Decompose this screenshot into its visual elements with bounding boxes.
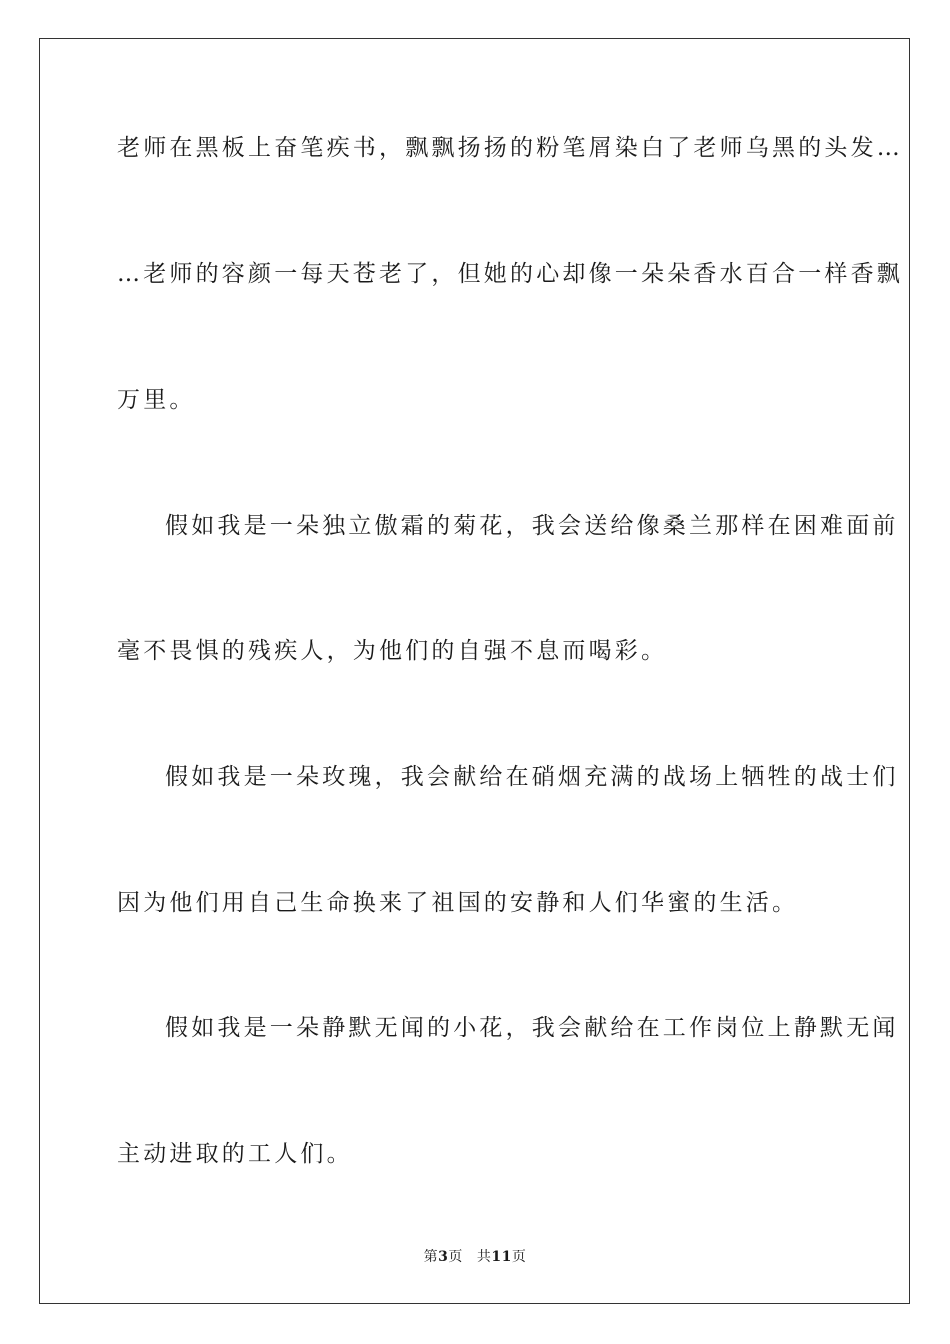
text-line: 毫不畏惧的残疾人，为他们的自强不息而喝彩。 [117, 638, 668, 664]
text-line: 老师在黑板上奋笔疾书，飘飘扬扬的粉笔屑染白了老师乌黑的头发… [117, 135, 903, 161]
text-line: …老师的容颜一每天苍老了，但她的心却像一朵朵香水百合一样香飘 [117, 261, 903, 287]
total-pages: 11 [491, 1249, 512, 1265]
page-number: 3 [438, 1249, 449, 1265]
total-suffix: 页 [511, 1249, 527, 1265]
text-line: 因为他们用自己生命换来了祖国的安静和人们华蜜的生活。 [117, 890, 799, 916]
page-suffix: 页 [448, 1249, 463, 1265]
text-line: 主动进取的工人们。 [117, 1141, 353, 1167]
page-footer [0, 1246, 950, 1266]
paragraph-first-line: 假如我是一朵独立傲霜的菊花，我会送给像桑兰那样在困难面前 [165, 513, 899, 539]
page-border [39, 38, 910, 1304]
total-prefix: 共 [476, 1249, 492, 1265]
paragraph-first-line: 假如我是一朵玫瑰，我会献给在硝烟充满的战场上牺牲的战士们 [165, 764, 899, 790]
text-line: 万里。 [117, 387, 196, 413]
paragraph-first-line: 假如我是一朵静默无闻的小花，我会献给在工作岗位上静默无闻 [165, 1015, 899, 1041]
page-prefix: 第 [423, 1249, 439, 1265]
